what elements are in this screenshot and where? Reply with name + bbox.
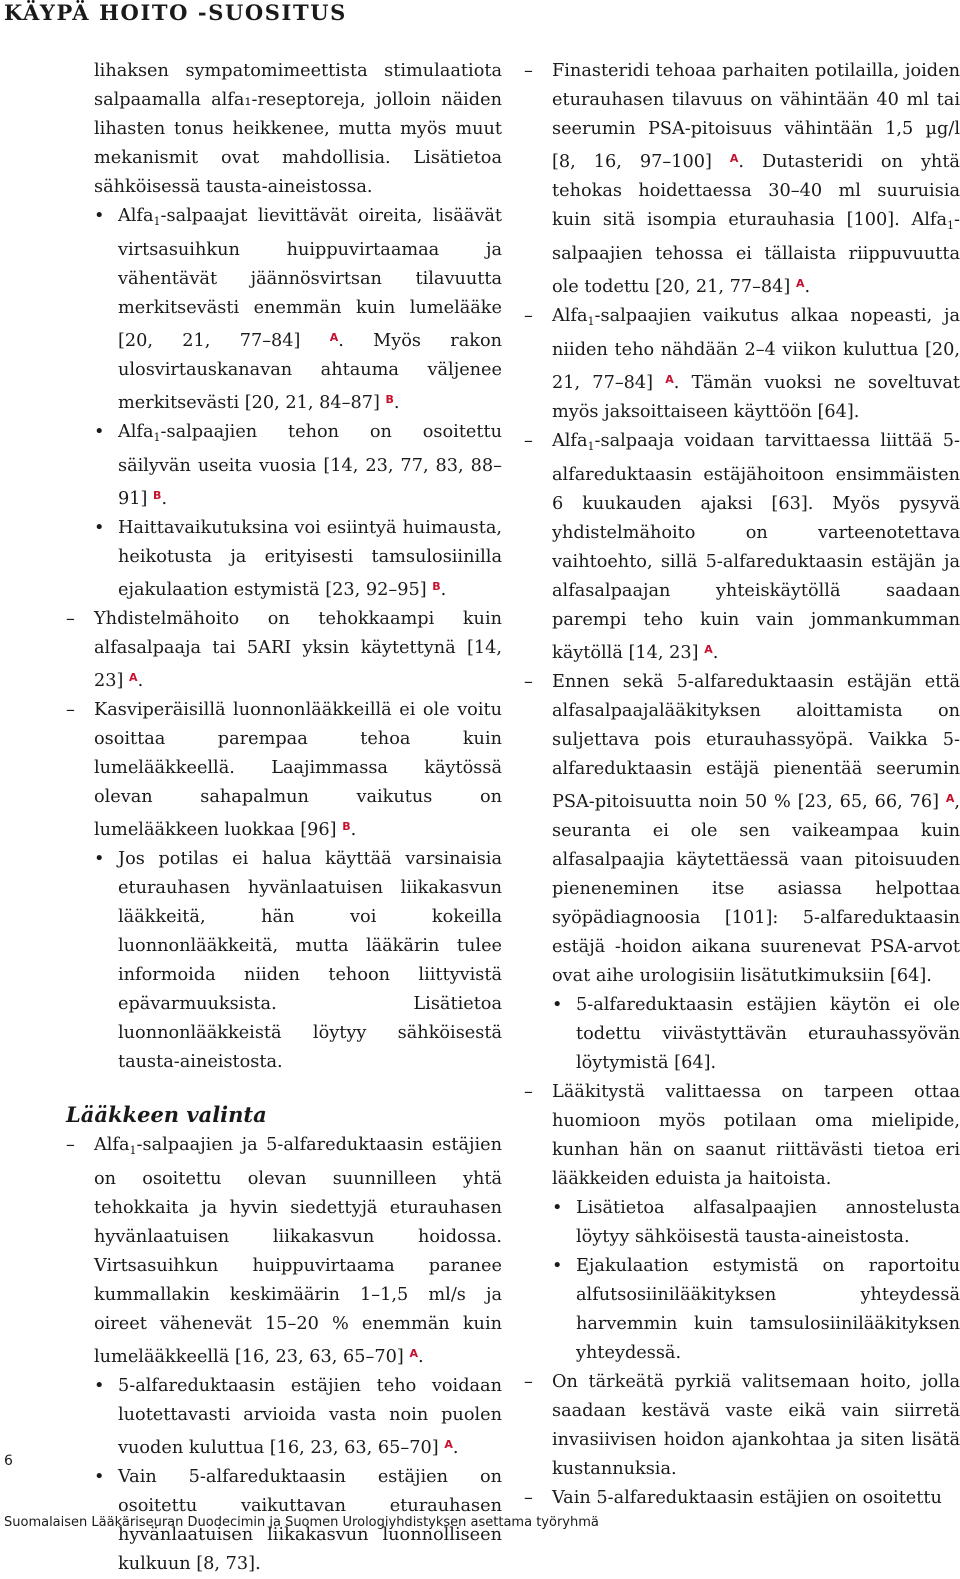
- dash-marker: –: [524, 1082, 533, 1102]
- bullet-side-effects: • Haittavaikutuksina voi esiintyä huimausta, heikotusta ja erityisesti tamsulosiinilla ejakulaation estymistä [23, 92–95] $^B$.: [66, 514, 502, 605]
- dash-durable-response: – On tärkeätä pyrkiä valitsemaan hoito, jolla saadaan kestävä vaste eikä vain siirretä invasiivisen hoidon ajankohtaa ja siten lisätä kustannuksia.: [524, 1368, 960, 1484]
- dash-marker: –: [66, 700, 75, 720]
- bullet-ejaculation: • Ejakulaation estymistä on raportoitu alfutsosiinilääkityksen yhteydessä harvemmin kuin tamsulosiinilääkityksen yhteydessä.: [524, 1252, 960, 1368]
- evidence-grade: B: [153, 489, 162, 502]
- evidence-grade: B: [432, 580, 441, 593]
- dash-marker: –: [524, 306, 533, 326]
- intro-paragraph: lihaksen sympatomimeettista stimulaatiota salpaamalla alfa₁-reseptoreja, jolloin näiden lihasten tonus heikkenee, mutta myös muut mekanismit ovat mahdollisia. Lisätietoa sähköisessä tausta-aineistossa.: [94, 61, 502, 197]
- dash-herbal-remedies: – Kasviperäisillä luonnonlääkkeillä ei ole voitu osoittaa parempaa tehoa kuin lumelääkkeellä. Laajimmassa käytössä olevan sahapalmun vaikutus on lumelääkkeen luokkaa [96] $^B$.: [66, 696, 502, 845]
- bullet-marker: •: [552, 1256, 563, 1276]
- dash-alfa-onset: – Alfa$_1$-salpaajien vaikutus alkaa nopeasti, ja niiden teho nähdään 2–4 viikon kuluttua [20, 21, 77–84] $^A$. Tämän vuoksi ne soveltuvat myös jaksoittaiseen käyttöön [64].: [524, 302, 960, 427]
- evidence-grade: A: [729, 152, 739, 165]
- evidence-grade: A: [704, 643, 713, 656]
- evidence-grade: B: [385, 393, 394, 406]
- evidence-grade: A: [795, 277, 805, 290]
- dash-marker: –: [524, 1372, 533, 1392]
- evidence-grade: A: [409, 1347, 418, 1360]
- page-number: 6: [4, 1453, 13, 1469]
- page-footer: Suomalaisen Lääkäriseuran Duodecimin ja Suomen Urologiyhdistyksen asettama työryhmä: [4, 1515, 599, 1530]
- bullet-cancer-detection: • 5-alfareduktaasin estäjien käytön ei ole todettu viivästyttävän eturauhassyövän löytymistä [64].: [524, 991, 960, 1078]
- dash-marker: –: [524, 672, 533, 692]
- bullet-5ari-evaluation: • 5-alfareduktaasin estäjien teho voidaan luotettavasti arvioida vasta noin puolen vuoden kuluttua [16, 23, 63, 65–70] $^A$.: [66, 1372, 502, 1463]
- dash-efficacy-comparison: – Alfa$_1$-salpaajien ja 5-alfareduktaasin estäjien on osoitettu olevan suunnilleen yhtä tehokkaita ja hyvin siedettyjä eturauhasen hyvänlaatuisen liikakasvun hoidossa. Virtsasuihkun huippuvirtaama paranee kummallakin keskimäärin 1–1,5 ml/s ja oireet vähenevät 15–20 % enemmän kuin lumelääkkeellä [16, 23, 63, 65–70] $^A$.: [66, 1131, 502, 1372]
- evidence-grade: A: [665, 373, 674, 386]
- bullet-marker: •: [552, 995, 563, 1015]
- bullet-alfa-symptoms: • Alfa$_1$-salpaajat lievittävät oireita, lisäävät virtsasuihkun huippuvirtaamaa ja vähentävät jäännösvirtsan tilavuutta merkitsevästi enemmän kuin lumelääke [20, 21, 77–84] $^A$. Myös rakon ulosvirtauskanavan ahtauma väljenee merkitsevästi [20, 21, 84–87] $^B$.: [66, 202, 502, 418]
- right-column: [524, 57, 960, 1513]
- bullet-marker: •: [552, 1198, 563, 1218]
- dash-cancer-exclusion: – Ennen sekä 5-alfareduktaasin estäjän että alfasalpaajalääkityksen aloittamista on suljettava pois eturauhassyöpä. Vaikka 5-alfareduktaasin estäjä pienentää seerumin PSA-pitoisuutta noin 50 % [23, 65, 66, 76] $^A$, seuranta ei ole sen vaikeampaa kuin alfasalpaajia käytettäessä vaan pitoisuuden pieneneminen itse asiassa helpottaa syöpädiagnoosia [101]: 5-alfareduktaasin estäjä -hoidon aikana suurenevat PSA-arvot ovat aihe urologisiin lisätutkimuksiin [64].: [524, 668, 960, 991]
- dash-marker: –: [524, 61, 533, 81]
- bullet-marker: •: [94, 1376, 105, 1396]
- bullet-marker: •: [94, 206, 105, 226]
- bullet-alfa-duration: • Alfa$_1$-salpaajien tehon on osoitettu säilyvän useita vuosia [14, 23, 77, 83, 88–91] $^B$.: [66, 418, 502, 514]
- bullet-marker: •: [94, 1467, 105, 1487]
- dash-combination-therapy: – Yhdistelmähoito on tehokkaampi kuin alfasalpaaja tai 5ARI yksin käytettynä [14, 23] $^A$.: [66, 605, 502, 696]
- evidence-grade: B: [342, 820, 351, 833]
- evidence-grade: A: [329, 331, 339, 344]
- dash-alfa-add-on: – Alfa$_1$-salpaaja voidaan tarvittaessa liittää 5-alfareduktaasin estäjähoitoon ensimmäisten 6 kuukauden ajaksi [63]. Myös pysyvä yhdistelmähoito on varteenotettava vaihtoehto, sillä 5-alfareduktaasin estäjän ja alfasalpaajan yhteiskäytöllä saadaan parempi teho kuin vain jommankumman käytöllä [14, 23] $^A$.: [524, 427, 960, 668]
- dash-marker: –: [524, 1488, 533, 1508]
- bullet-dosing-info: • Lisätietoa alfasalpaajien annostelusta löytyy sähköisestä tausta-aineistosta.: [524, 1194, 960, 1252]
- dash-marker: –: [66, 609, 75, 629]
- dash-patient-opinion: – Lääkitystä valittaessa on tarpeen ottaa huomioon myös potilaan oma mielipide, kunhan hän on saanut riittävästi tietoa eri lääkkeiden eduista ja haitoista.: [524, 1078, 960, 1194]
- evidence-grade: A: [129, 671, 138, 684]
- evidence-grade: A: [945, 792, 955, 805]
- section-heading-drug-choice: Lääkkeen valinta: [66, 1102, 267, 1127]
- dash-finasteride: – Finasteridi tehoaa parhaiten potilailla, joiden eturauhasen tilavuus on vähintään 40 ml tai seerumin PSA-pitoisuus vähintään 1,5 µg/l [8, 16, 97–100] $^A$. Dutasteridi on yhtä tehokas hoidettaessa 30–40 ml suuruisia kuin sitä isompia eturauhasia [100]. Alfa$_1$-salpaajien tehossa ei tällaista riippuvuutta ole todettu [20, 21, 77–84] $^A$.: [524, 57, 960, 302]
- dash-5ari-continued: – Vain 5-alfareduktaasin estäjien on osoitettu: [524, 1484, 960, 1513]
- dash-marker: –: [524, 431, 533, 451]
- evidence-grade: A: [444, 1438, 453, 1451]
- dash-marker: –: [66, 1135, 75, 1155]
- bullet-herbal-info: • Jos potilas ei halua käyttää varsinaisia eturauhasen hyvänlaatuisen liikakasvun lääkkeitä, hän voi kokeilla luonnonlääkkeitä, mutta lääkärin tulee informoida niiden tehoon liittyvistä epävarmuuksista. Lisätietoa luonnonlääkkeistä löytyy sähköisestä tausta-aineistosta.: [66, 845, 502, 1077]
- left-column: [66, 57, 502, 1579]
- bullet-marker: •: [94, 518, 105, 538]
- bullet-marker: •: [94, 849, 105, 869]
- document-header: KÄYPÄ HOITO -SUOSITUS: [4, 0, 347, 25]
- bullet-5ari-natural-course: • Vain 5-alfareduktaasin estäjien on osoitettu vaikuttavan eturauhasen hyvänlaatuisen liikakasvun luonnolliseen kulkuun [8, 73].: [66, 1463, 502, 1579]
- bullet-marker: •: [94, 422, 105, 442]
